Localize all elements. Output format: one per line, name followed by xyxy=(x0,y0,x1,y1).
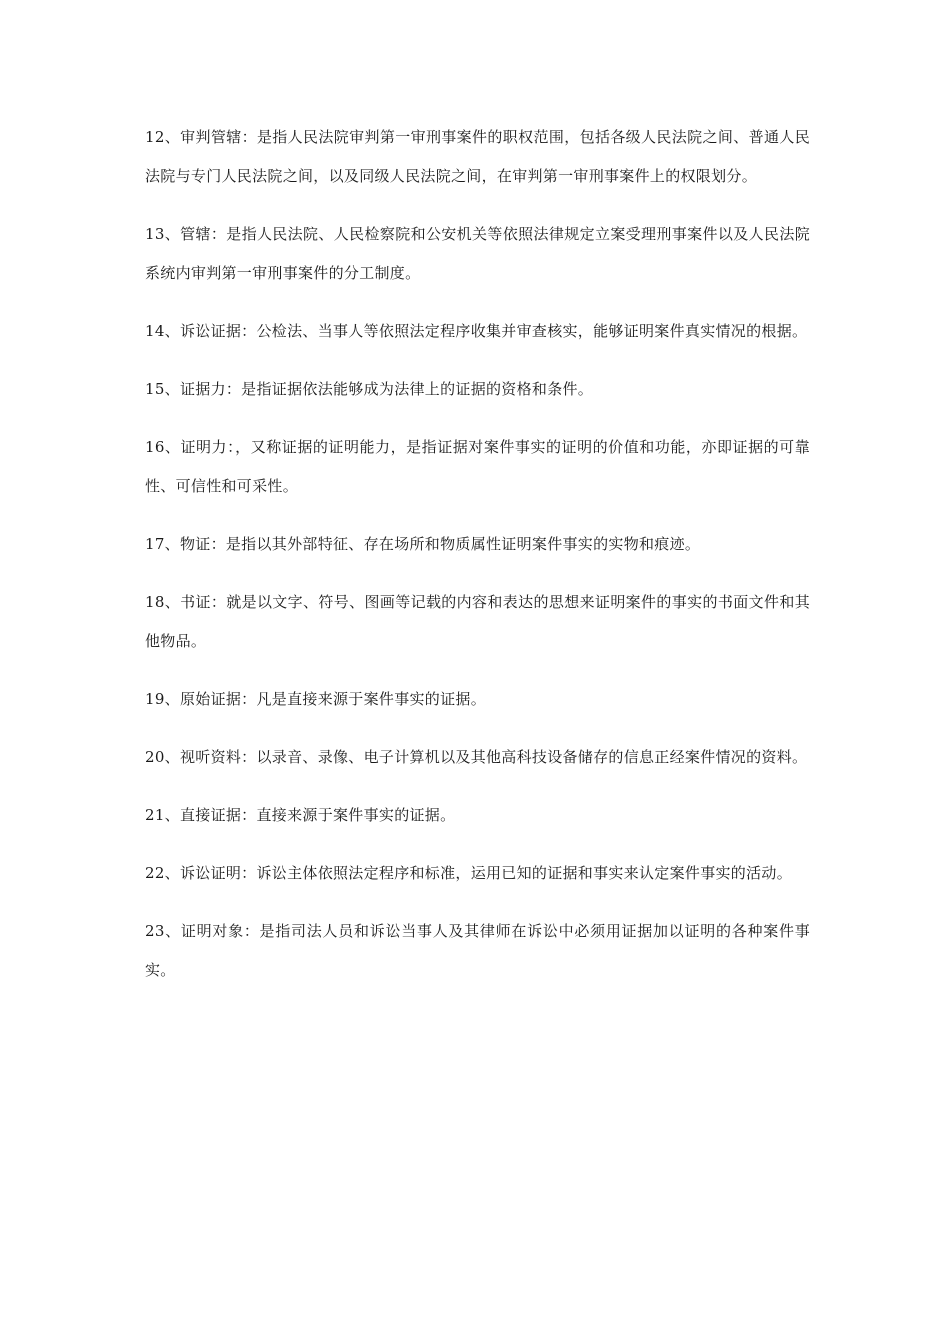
entry-19: 19、原始证据：凡是直接来源于案件事实的证据。 xyxy=(145,690,486,708)
entry-21: 21、直接证据：直接来源于案件事实的证据。 xyxy=(145,806,456,824)
entry-17: 17、物证：是指以其外部特征、存在场所和物质属性证明案件事实的实物和痕迹。 xyxy=(145,535,701,553)
entry-23: 23、证明对象：是指司法人员和诉讼当事人及其律师在诉讼中必须用证据加以证明的各种案件事实。 xyxy=(145,922,810,979)
entry-14: 14、诉讼证据：公检法、当事人等依照法定程序收集并审查核实，能够证明案件真实情况的根据。 xyxy=(145,322,808,340)
entry-13: 13、管辖：是指人民法院、人民检察院和公安机关等依照法律规定立案受理刑事案件以及人民法院系统内审判第一审刑事案件的分工制度。 xyxy=(145,225,810,282)
entry-15: 15、证据力：是指证据依法能够成为法律上的证据的资格和条件。 xyxy=(145,380,594,398)
entry-16: 16、证明力：，又称证据的证明能力，是指证据对案件事实的证明的价值和功能，亦即证据的可靠性、可信性和可采性。 xyxy=(145,438,810,495)
entry-18: 18、书证：就是以文字、符号、图画等记载的内容和表达的思想来证明案件的事实的书面文件和其他物品。 xyxy=(145,593,810,650)
entry-22: 22、诉讼证明：诉讼主体依照法定程序和标准，运用已知的证据和事实来认定案件事实的活动。 xyxy=(145,864,792,882)
entry-20: 20、视听资料：以录音、录像、电子计算机以及其他高科技设备储存的信息正经案件情况的资料。 xyxy=(145,748,808,766)
entry-12: 12、审判管辖：是指人民法院审判第一审刑事案件的职权范围，包括各级人民法院之间、普通人民法院与专门人民法院之间，以及同级人民法院之间，在审判第一审刑事案件上的权限划分。 xyxy=(145,128,810,185)
glossary-entries xyxy=(145,118,810,1009)
